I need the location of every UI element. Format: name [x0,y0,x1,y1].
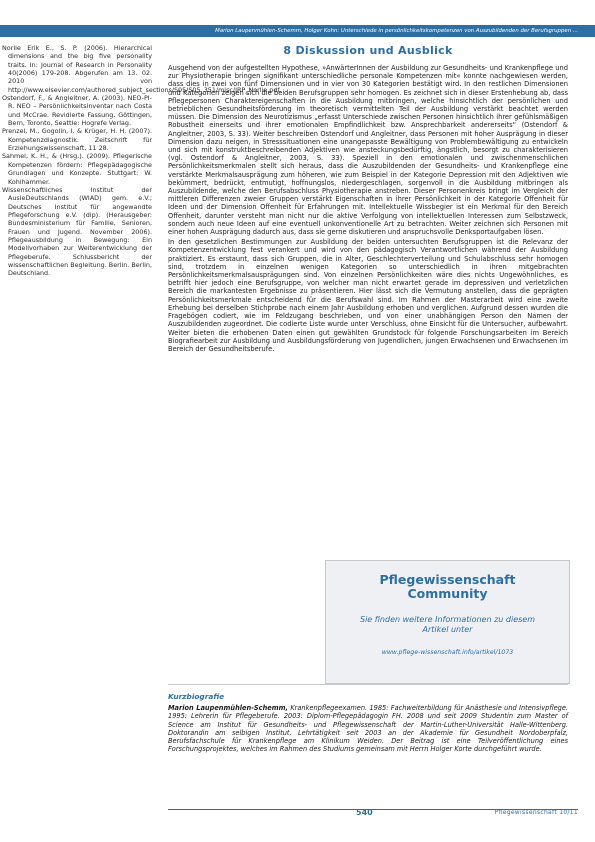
community-box-title-line2: Community [407,586,488,601]
bio-heading: Kurzbiografie [168,692,225,701]
reference-list [2,44,282,278]
community-link[interactable]: www.pflege-wissenschaft.info/artikel/1073 [381,649,514,656]
reference-item: Prenzel, M., Gogolin, I. & Krüger, H. H. (2007). Kompetenzdiagnostik. Zeitschrift für Erziehungswissenschaft, 11 28. [2,127,152,153]
community-box-title [326,573,569,601]
reference-item: Ostendorf, F., & Angleitner, A. (2003). NEO-PI-R. NEO – Persönlichkeitsinventar nach Costa und McCrae. Revidierte Fassung. Göttingen, Bern, Toronto, Seattle: Hogrefe Verlag. [2,94,152,128]
community-info-box [325,560,570,684]
reference-item: Sahmel, K. H., & (Hrsg.). (2009). Pflegerische Kompetenzen fördern: Pflegepädagogische Grundlagen und Konzepte. Stuttgart: W. Kohlhammer. [2,152,152,186]
community-box-title-line1: Pflegewissenschaft [379,572,516,587]
reference-item: Norlie Erik E., S. P. (2006). Hierarchical dimensions and the big five personality traits. In: Journal of Research in Personality 40(2006) 179-208. Abgerufen am 13. 02. 2010 von http://www.elsevier.com/authored_subject_sections/S05/S05_351/misc/JRP_Norlie.pdf. [2,44,282,94]
section-title: 8 Diskussion und Ausblick [283,44,453,57]
journal-name: Pflegewissenschaft 10/11 [494,809,578,816]
body-paragraph: In den gesetzlichen Bestimmungen zur Ausbildung der beiden untersuchten Berufsgruppen ist die Relevanz der Kompetenzentwicklung fest verankert und wird von den pädagogisch Verantwortlichen während der Ausbildung praktiziert. Es erstaunt, dass sich Gruppen, die in Alter, Geschlechterverteilung und Schulabschluss sehr homogen sind, trotzdem in einzelnen wenigen Kategorien so unterschiedlich in ihren mitgebrachten Persönlichkeitsmerkmalsausprägungen sind. Von einzelnen Persönlichkeiten wäre dies nichts Ungewöhnliches, es betrifft hier jedoch eine Berufsgruppe, von welcher man nicht erwartet gerade im depressiven und verletzlichen Bereich die markantesten Ergebnisse zu präsentieren. Hier lässt sich die Vermutung anstellen, dass die geprägten Persönlichkeitsmerkmale entscheidend für die Berufswahl sind. Im Rahmen der Masterarbeit wird eine zweite Erhebung bei derselben Stichprobe nach einem Jahr Ausbildung erhoben und verglichen. Aufgrund dessen wurden die Fragebögen codiert, wie im Feldzugang beschrieben, und von einer unabhängigen Person den Namen der Auszubildenden zugeordnet. Die codierte Liste wurde unter Verschluss, ohne Einsicht für die Untersucher, aufbewahrt. Weiter bieten die erhobenen Daten einen gut gewählten Grundstock für folgende Forschungsarbeiten im Bereich Biografiearbeit zur Ausbildung und Ausbildungsförderung von Jugendlichen, jungen Erwachsenen und Erwachsenen im Bereich der Gesundheitsberufe. [168,238,568,353]
bio-text [168,704,568,754]
community-box-text: Sie finden weitere Informationen zu diesem Artikel unter [359,615,536,634]
running-title: Marion Laupenmühlen-Schemm, Holger Kohn: Unterschiede in persönlichkeitskompetenzen von Auszubildenden der Berufsgruppen ... [215,28,578,34]
bio-divider [168,684,568,685]
bio-author-name: Marion Laupenmühlen-Schemm, [168,704,288,712]
main-content [168,44,568,355]
body-paragraph: Ausgehend von der aufgestellten Hypothese, »AnwärterInnen der Ausbildung zur Gesundheits- und Krankenpflege und zur Physiotherapie bringen signifikant unterschiedliche personale Kompetenzen mit« konnte nachgewiesen werden, dass dies in zwei von fünf Dimensionen und in vier von 30 Kategorien bestätigt wird. In den restlichen Dimensionen und Kategorien zeigen sich die beiden Berufsgruppen sehr homogen. Es zeichnet sich in dieser Erstenhebung ab, dass Pflegepersonen Charaktereigenschaften in die Ausbildung mitbringen, welche hinsichtlich der persönlichen und betrieblichen Gesundheitsförderung im theoretisch vermittelten Teil der Ausbildung verstärkt beachtet werden müssen. Die Dimension des Neurotizismus „erfasst Unterschiede zwischen Personen hinsichtlich ihrer gefühlsmäßigen Robustheit einerseits und ihrer emotionalen Empfindlichkeit bzw. Ansprechbarkeit andererseits“ (Ostendorf & Angleitner, 2003, S. 33). Weiter beschreiben Ostendorf und Angleitner, dass Personen mit hoher Ausprägung in dieser Dimension dazu neigen, in Stresssituationen eine unangepasste Bewältigung von Problembewältigung zu entwickeln und sich mit konstruktbeschreibenden Adjektiven wie ansteckungsbedürftig, ängstlich, besorgt zu charakterisieren (vgl. Ostendorf & Angleitner, 2003, S. 33). Speziell in den emotionalen und zwischenmenschlichen Persönlichkeitsmerkmalen stellt sich heraus, dass die Auszubildenden der Gesundheits- und Krankenpflege eine verstärkte Merkmalsausprägung zum höheren, wie zum Beispiel in der Kategorie Depression mit den Adjektiven wie bekümmert, bedrückt, entmutigt, hoffnungslos, niedergeschlagen, sorgenvoll in die Ausbildung mitbringen als Auszubildende, welche den Berufsabschluss Physiotherapie anstreben. Dieser Personenkreis bringt im Vergleich der mittleren Differenzen zweier Gruppen verstärkt Eigenschaften in ihrer Persönlichkeit in der Kategorie Offenheit für Ideen und der Dimension Offenheit für Erfahrungen mit. Intellektuelle Wissbegier ist ein Merkmal für den Bereich Offenheit, darunter versteht man nicht nur die aktive Verfolgung von intellektuellen Interessen zum Selbstzweck, sondern auch neue Ideen auf eine eventuell unkonventionelle Art zu betrachten. Weiter zeichnen sich Personen mit einer hohen Ausprägung dadurch aus, dass sie gerne diskutieren und anspruchsvolle Denksportaufgaben lösen. [168,64,568,237]
bio-body: Krankenpflegeexamen. 1985: Fachweiterbildung für Anästhesie und Intensivpflege. 1995: Lehrerin für Pflegeberufe. 2003: Diplom-Pflegepädagogin FH. 2008 und seit 2009 Studentin zum Master of Science am Institut für Gesundheits- und Pflegewissenschaft der Martin-Luther-Universität Halle-Wittenberg. Doktorandin am selbigen Institut. Lehrtätigkeit seit 2003 an der Akademie für Gesundheit Nordoberpfalz, Berufsfachschule für Krankenpflege am Klinikum Weiden. Der Beitrag ist eine Teilveröffentlichung eines Forschungsprojektes, welches im Rahmen des Studiums gemeinsam mit Herrn Holger Korte durchgeführt wurde. [168,704,568,754]
reference-item: Wissenschaftliches Institut der AusleDeutschlands (WIAD) gem. e.V.; Deutsches Institut für angewandte Pflegeforschung e.V. (dip). (Herausgeber: Bundesministerium für Familie, Senioren, Frauen und Jugend. November 2006). Pflegeausbildung in Bewegung: Ein Modellvorhaben zur Weiterentwicklung der Pflegeberufe. Schlussbericht der wissenschaftlichen Begleitung. Berlin. Berlin, Deutschland. [2,185,152,278]
page-number: 540 [356,808,373,817]
